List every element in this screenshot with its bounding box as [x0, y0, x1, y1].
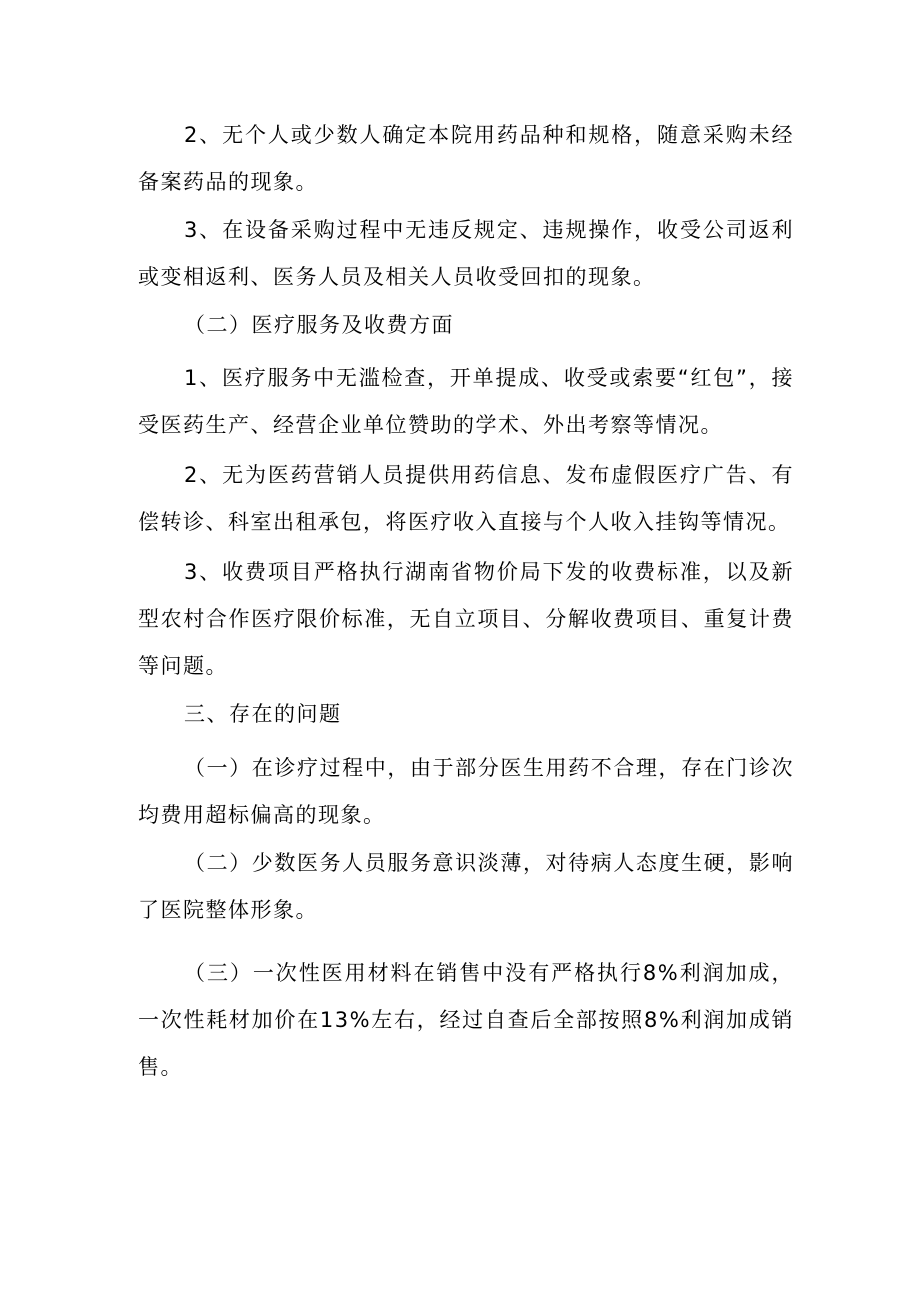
paragraph-problem-1: （一）在诊疗过程中，由于部分医生用药不合理，存在门诊次均费用超标偏高的现象。	[138, 756, 794, 827]
paragraph-problem-2: （二）少数医务人员服务意识淡薄，对待病人态度生硬，影响了医院整体形象。	[138, 851, 794, 922]
paragraph-medical-services-1: 1、医疗服务中无滥检查，开单提成、收受或索要“红包”，接受医药生产、经营企业单位赞助的学术、外出考察等情况。	[138, 366, 794, 437]
paragraph-medical-services-2: 2、无为医药营销人员提供用药信息、发布虚假医疗广告、有偿转诊、科室出租承包，将医疗收入直接与个人收入挂钩等情况。	[138, 463, 794, 534]
section-heading-problems: 三、存在的问题	[184, 702, 342, 726]
section-heading-medical-services: （二）医疗服务及收费方面	[184, 313, 454, 337]
paragraph-medical-services-3: 3、收费项目严格执行湖南省物价局下发的收费标准，以及新型农村合作医疗限价标准，无自立项目、分解收费项目、重复计费等问题。	[138, 560, 794, 678]
paragraph-drug-selection: 2、无个人或少数人确定本院用药品种和规格，随意采购未经备案药品的现象。	[138, 123, 794, 194]
paragraph-equipment-procurement: 3、在设备采购过程中无违反规定、违规操作，收受公司返利或变相返利、医务人员及相关人员收受回扣的现象。	[138, 218, 794, 289]
paragraph-problem-3: （三）一次性医用材料在销售中没有严格执行8%利润加成，一次性耗材加价在13%左右，经过自查后全部按照8%利润加成销售。	[138, 961, 794, 1079]
